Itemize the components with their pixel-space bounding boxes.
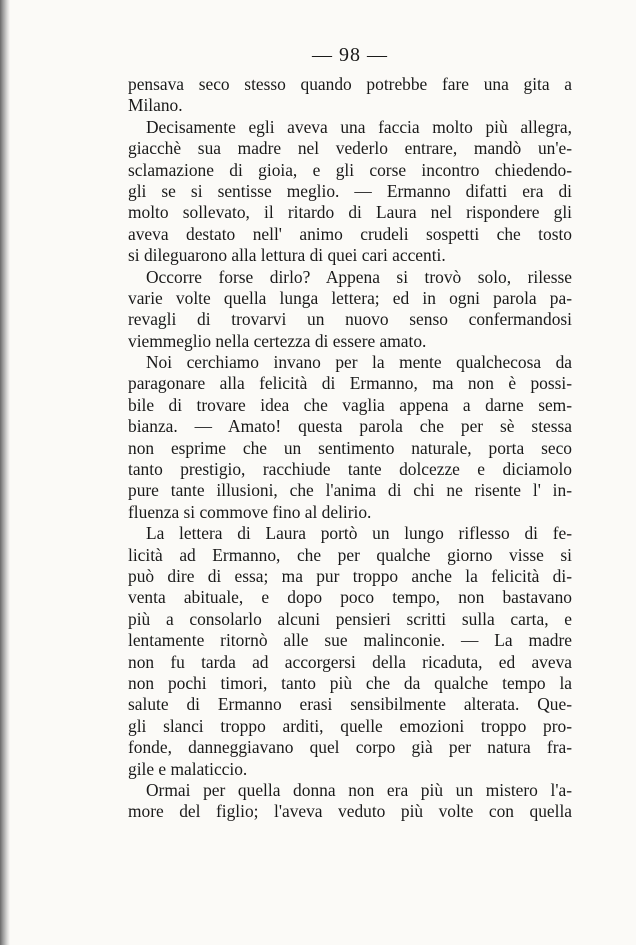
text-line: Ormai per quella donna non era più un mistero l'a- — [146, 779, 572, 800]
text-line: non pochi timori, tanto più che da qualche tempo la — [128, 672, 572, 693]
text-line: La lettera di Laura portò un lungo riflesso di fe- — [146, 523, 572, 544]
text-line: non esprime che un sentimento naturale, porta seco — [128, 437, 572, 458]
page-text-body — [128, 74, 572, 823]
text-line: pure tante illusioni, che l'anima di chi ne risente l' in- — [128, 480, 572, 501]
text-line: più a consolarlo alcuni pensieri scritti sulla carta, e — [128, 608, 572, 629]
paragraph — [128, 117, 572, 267]
text-line: aveva destato nell' animo crudeli sospetti che tosto — [128, 223, 572, 244]
paragraph — [128, 74, 572, 117]
paragraph — [128, 780, 572, 823]
page-number: — 98 — — [312, 44, 388, 66]
text-line: Noi cerchiamo invano per la mente qualchecosa da — [146, 352, 572, 373]
text-line: pensava seco stesso quando potrebbe fare una gita a — [128, 74, 572, 94]
text-line: molto sollevato, il ritardo di Laura nel rispondere gli — [128, 202, 572, 223]
paragraph — [128, 267, 572, 353]
text-line: bianza. — Amato! questa parola che per sè stessa — [128, 416, 572, 437]
text-line: tanto prestigio, racchiude tante dolcezze e diciamolo — [128, 459, 572, 480]
text-line: Occorre forse dirlo? Appena si trovò solo, rilesse — [146, 266, 572, 287]
text-line: può dire di essa; ma pur troppo anche la felicità di- — [128, 565, 572, 586]
text-line: venta abituale, e dopo poco tempo, non bastavano — [128, 587, 572, 608]
text-line: Milano. — [128, 95, 183, 116]
text-line: viemmeglio nella certezza di essere amato. — [128, 330, 427, 351]
text-line: giacchè sua madre nel vederlo entrare, mandò un'e- — [128, 138, 572, 159]
text-line: salute di Ermanno erasi sensibilmente alterata. Que- — [128, 694, 572, 715]
text-line: si dileguarono alla lettura di quei cari accenti. — [128, 245, 446, 266]
text-line: more del figlio; l'aveva veduto più volte con quella — [128, 801, 572, 822]
book-page — [128, 44, 572, 823]
text-line: revagli di trovarvi un nuovo senso confermandosi — [128, 309, 572, 330]
text-line: fluenza si commove fino al delirio. — [128, 501, 372, 522]
text-line: varie volte quella lunga lettera; ed in ogni parola pa- — [128, 287, 572, 308]
text-line: sclamazione di gioia, e gli corse incontro chiedendo- — [128, 159, 572, 180]
text-line: bile di trovare idea che vaglia appena a darne sem- — [128, 394, 572, 415]
text-line: Decisamente egli aveva una faccia molto più allegra, — [146, 116, 572, 137]
text-line: fonde, danneggiavano quel corpo già per natura fra- — [128, 737, 572, 758]
text-line: gli se si sentisse meglio. — Ermanno difatti era di — [128, 180, 572, 201]
text-line: gli slanci troppo arditi, quelle emozioni troppo pro- — [128, 715, 572, 736]
scan-edge-shadow — [0, 0, 10, 945]
text-line: non fu tarda ad accorgersi della ricaduta, ed aveva — [128, 651, 572, 672]
text-line: gile e malaticcio. — [128, 758, 248, 779]
text-line: paragonare alla felicità di Ermanno, ma non è possi- — [128, 373, 572, 394]
text-line: licità ad Ermanno, che per qualche giorno visse si — [128, 544, 572, 565]
paragraph — [128, 523, 572, 780]
paragraph — [128, 352, 572, 523]
text-line: lentamente ritornò alle sue malinconie. — La madre — [128, 630, 572, 651]
